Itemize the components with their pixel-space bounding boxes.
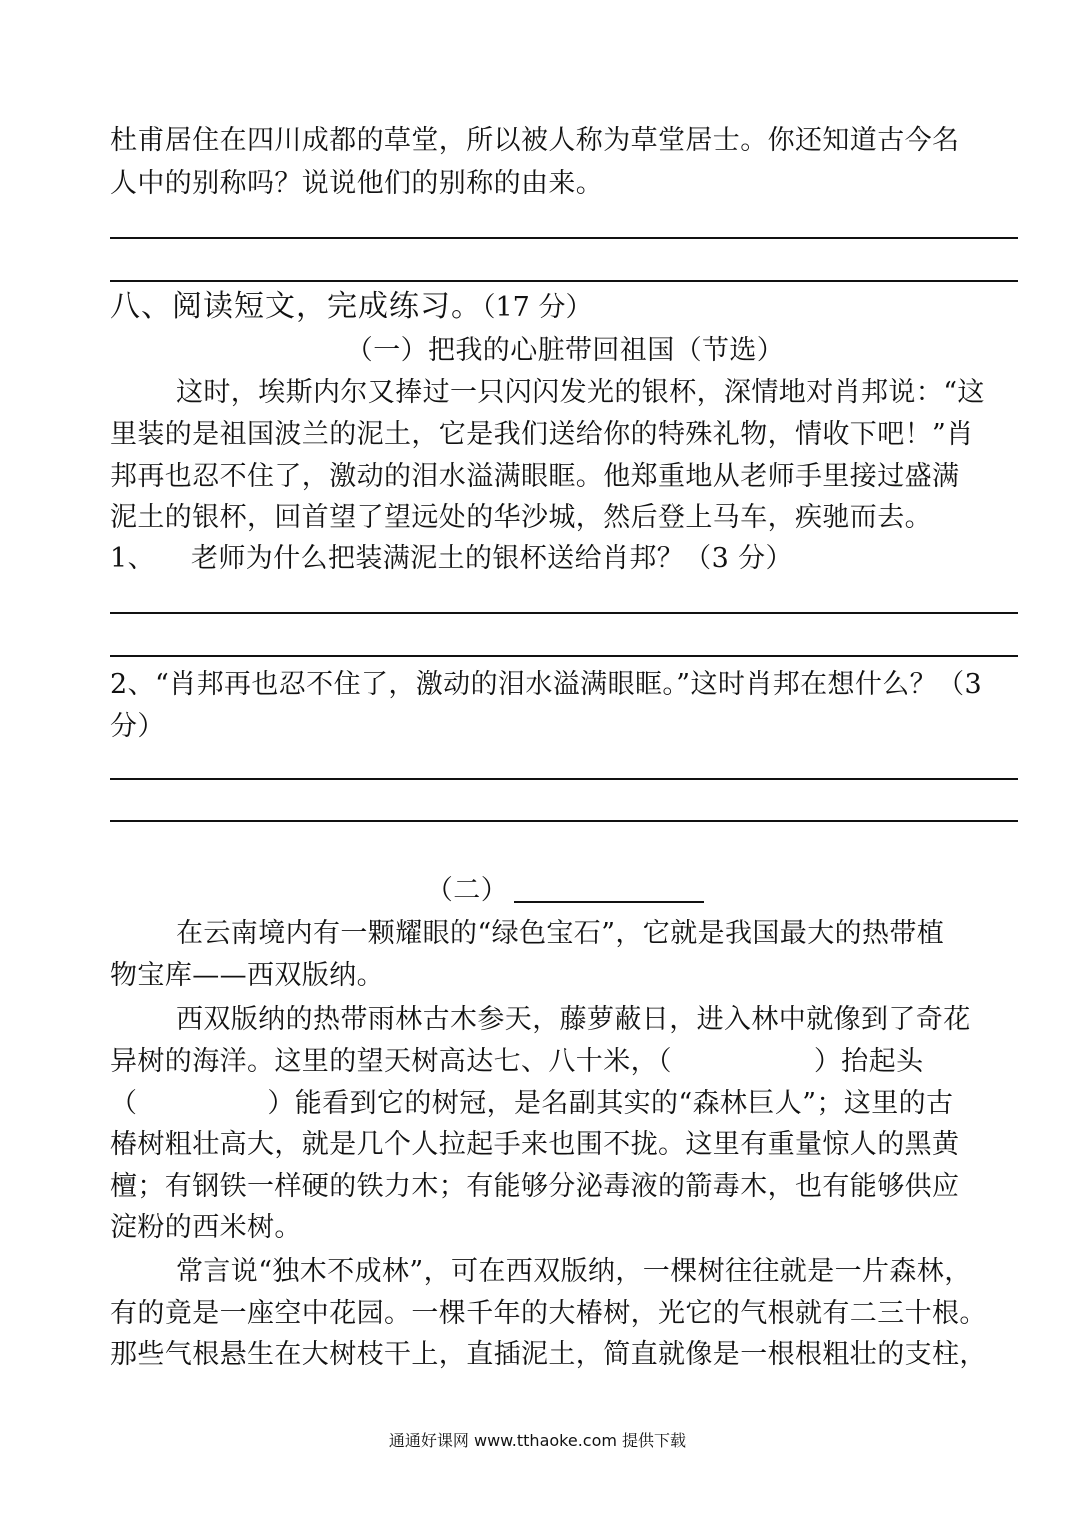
answer-line [110, 280, 1018, 282]
passage-line: 有的竟是一座空中花园。一棵千年的大椿树，光它的气根就有二三十根。 [110, 1298, 987, 1329]
passage-title-text: （二） [425, 875, 509, 906]
question-1 [110, 538, 1020, 580]
page-footer: 通通好课网 www.tthaoke.com 提供下载 [388, 1431, 687, 1450]
passage-text: ）能看到它的树冠，是名副其实的“森林巨人”；这里的古 [267, 1088, 954, 1119]
passage-line: 在云南境内有一颗耀眼的“绿色宝石”，它就是我国最大的热带植 [176, 918, 945, 949]
section-points: （17 分） [482, 292, 593, 323]
passage-line: 邦再也忍不住了，激动的泪水溢满眼眶。他郑重地从老师手里接过盛满 [110, 461, 960, 492]
question-text: 老师为什么把装满泥土的银杯送给肖邦？（3 分） [190, 543, 793, 574]
passage-line: 椿树粗壮高大，就是几个人拉起手来也围不拢。这里有重量惊人的黑黄 [110, 1129, 960, 1160]
passage-line: 西双版纳的热带雨林古木参天，藤萝蔽日，进入林中就像到了奇花 [176, 1004, 971, 1035]
question-number: 1、 [110, 543, 155, 574]
passage-line: 檀；有钢铁一样硬的铁力木；有能够分泌毒液的箭毒木，也有能够供应 [110, 1171, 960, 1202]
answer-line [110, 820, 1018, 822]
answer-line [110, 655, 1018, 657]
passage-line: 那些气根悬生在大树枝干上，直插泥土，简直就像是一根根粗壮的支柱， [110, 1339, 987, 1370]
passage-text: ）抬起头 [813, 1046, 924, 1077]
passage-line: 物宝库——西双版纳。 [110, 960, 384, 991]
answer-line [110, 778, 1018, 780]
section-heading-text: 八、阅读短文，完成练习。 [110, 289, 482, 324]
passage-text: 异树的海洋。这里的望天树高达七、八十米，（ [110, 1046, 672, 1077]
section-heading [110, 286, 1020, 329]
passage-line: 泥土的银杯，回首望了望远处的华沙城，然后登上马车，疾驰而去。 [110, 502, 932, 533]
passage-text: （ [110, 1088, 138, 1119]
answer-line [110, 612, 1018, 614]
question-text-line: 人中的别称吗？说说他们的别称的由来。 [110, 168, 604, 199]
title-blank[interactable] [514, 873, 704, 903]
passage-title: （一）把我的心脏带回祖国（节选） [345, 335, 785, 366]
answer-line [110, 237, 1018, 239]
question-2-line: 分） [110, 711, 165, 742]
passage-line: 淀粉的西米树。 [110, 1212, 302, 1243]
question-text-line: 杜甫居住在四川成都的草堂，所以被人称为草堂居士。你还知道古今名 [110, 125, 960, 156]
passage-line: 里装的是祖国波兰的泥土，它是我们送给你的特殊礼物，情收下吧！”肖 [110, 419, 974, 450]
passage-line [110, 1083, 1020, 1125]
question-2-line: 2、“肖邦再也忍不住了，激动的泪水溢满眼眶。”这时肖邦在想什么？（3 [110, 669, 983, 700]
passage-line: 常言说“独木不成林”，可在西双版纳，一棵树往往就是一片森林， [176, 1256, 972, 1287]
passage-line [110, 1041, 1020, 1083]
passage-title [110, 870, 1020, 912]
passage-line: 这时，埃斯内尔又捧过一只闪闪发光的银杯，深情地对肖邦说：“这 [176, 377, 985, 408]
